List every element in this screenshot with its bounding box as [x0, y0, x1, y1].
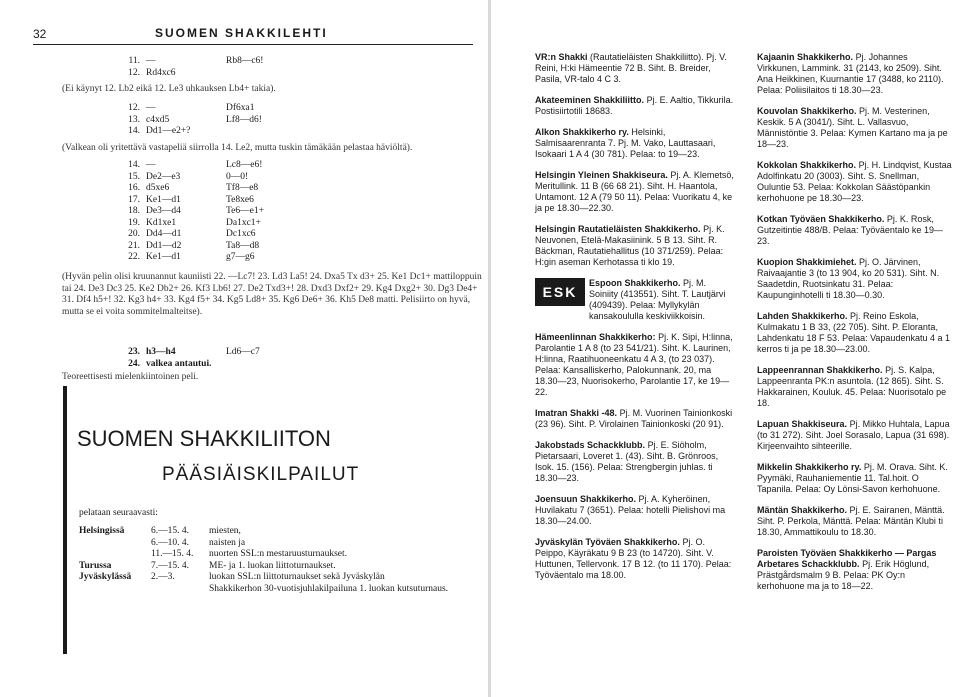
move-row [118, 252, 255, 264]
club-name: Lahden Shakkikerho. [757, 311, 848, 321]
white-move: c4xd5 [146, 114, 170, 125]
espoo-entry [535, 278, 735, 322]
ad-event: Shakkikerhon 30-vuotisjuhlakilpailuna 1. luokan kutsuturnaus. [209, 583, 449, 594]
ad-title-2: PÄÄSIÄISKILPAILUT [162, 464, 360, 485]
club-details: Pj. A. Klemetsö, Meritullink. 11 B (66 68 21). Siht. H. Haantola, Untamont. 12 A (79 50 11). Pelaa: Vuorikatu 4, ke ja pe 18.30—22.30. [535, 170, 734, 213]
ad-schedule-row [79, 572, 385, 584]
black-move: Rb8—c6! [226, 56, 264, 66]
club-details: Pj. M. Soiniity (413551). Siht. T. Lautjärvi (409439). Pelaa: Myllykylän kansakoululla keskiviikkoisin. [589, 278, 726, 321]
header-rule [33, 44, 473, 45]
ad-schedule-row [79, 538, 245, 550]
club-details: Pj. H. Lindqvist, Kustaa Adolfinkatu 20 (3003). Siht. S. Snellman, Ouluntie 53. Pelaa: Kokkolan Säästöpankin kerhohuone pe 18.30—23. [757, 160, 952, 203]
white-move: Ke1—d1 [146, 194, 181, 205]
ad-schedule-row [79, 526, 241, 538]
move-row [118, 160, 262, 172]
club-details: Helsinki, Salmisaarenranta 7. Pj. M. Vako, Lauttasaari, Isokaari 1 A 4 (30 781). Pelaa: to 19—23. [535, 127, 716, 159]
move-row [118, 103, 255, 115]
ad-place: Jyväskylässä [79, 572, 132, 582]
club-entry [757, 52, 952, 96]
white-move: De3—d4 [146, 206, 181, 216]
ad-place: Helsingissä [79, 526, 125, 536]
club-name: Kokkolan Shakkikerho. [757, 160, 857, 170]
black-move: Te8xe6 [226, 194, 254, 205]
black-move: Da1xc1+ [226, 217, 261, 228]
club-name: Hämeenlinnan Shakkikerho: [535, 332, 656, 342]
ad-schedule-row [79, 584, 448, 596]
club-details: Pj. M. Orava. Siht. K. Pyymäki, Rauhaniementie 11. Tal.hoit. O Tapanila. Pelaa: Oy Lönsi-Savon kerhohuone. [757, 462, 948, 494]
club-name: Mikkelin Shakkikerho ry. [757, 462, 862, 472]
club-details: Pj. E. Siöholm, Pietarsaari, Loveret 1. (43). Siht. B. Grönroos, Isok. 15. (156). Pelaa: Strengbergin juhlas. ti 18.30—23. [535, 440, 719, 483]
club-entry [535, 537, 735, 581]
white-move: — [146, 56, 156, 66]
white-move: — [146, 160, 156, 170]
black-move: Df6xa1 [226, 103, 255, 113]
club-entry [535, 95, 735, 117]
move-number: 12. [128, 67, 140, 78]
white-move: valkea antautui. [146, 358, 212, 369]
ad-date: 6.—15. 4. [151, 526, 189, 536]
move-row [118, 359, 286, 371]
move-number: 23. [128, 347, 140, 357]
move-row [118, 229, 256, 241]
club-details: Pj. M. Vuorinen Tainionkoski (23 96). Siht. P. Virolainen Tainionkoski (20 91). [535, 408, 733, 429]
club-name: Paroisten Työväen Shakkikerho — Pargas Arbetares Schackklubb. [757, 548, 937, 569]
annotation-d: Teoreettisesti mielenkiintoinen peli. [62, 372, 199, 382]
move-number: 11. [128, 56, 140, 66]
club-name: Joensuun Shakkikerho. [535, 494, 637, 504]
club-entry [757, 214, 952, 247]
club-details: Pj. Mikko Huhtala, Lapua (to 31 272). Siht. Joel Sorasalo, Lapua (31 698). Kirjeenvaihto sihteerille. [757, 419, 950, 451]
move-number: 12. [128, 103, 140, 113]
club-entry [535, 127, 735, 160]
club-entry [535, 224, 735, 268]
white-move: — [146, 103, 156, 113]
right-page [490, 0, 960, 697]
move-row [118, 206, 264, 218]
white-move: De2—e3 [146, 171, 181, 182]
ad-event: naisten ja [209, 537, 246, 548]
club-name: Helsingin Rautatieläisten Shakkikerho. [535, 224, 701, 234]
white-move: Dd4—d1 [146, 229, 182, 239]
club-name: Kuopion Shakkimiehet. [757, 257, 857, 267]
move-number: 21. [128, 240, 140, 251]
club-entry [757, 106, 952, 150]
annotation-c: (Hyvän pelin olisi kruunannut kauniisti 22. —Lc7! 23. Ld3 La5! 24. Dxa5 Tx d3+ 25. Ke1 Dc1+ mattiloppuin tai 24. De3 Dc3 25. Ke2 Db2+ 26. Kf3 Lb6! 27. De2 Txd3+! 28. Dxd3 Dxf2+ 29. Kg4 Dxg2+ 30. Dg3 De4+ 31. Df4 h5+! 32. Kg3 h4+ 33. Kg4 f5+ 34. Kg5 Ld8+ 35. Kg6 De6+ 36. Kh5 De8 matti. Pelisiirto on hyvä, mutta se ei voita sommitelmalteitse). [62, 272, 482, 317]
ad-schedule-row [79, 561, 336, 573]
ad-schedule-row [79, 549, 347, 561]
move-number: 15. [128, 171, 140, 182]
move-number: 16. [128, 183, 140, 193]
ad-title-1: SUOMEN SHAKKILIITON [77, 426, 331, 451]
club-entry [535, 332, 735, 398]
club-entry [757, 505, 952, 538]
club-entry [757, 419, 952, 452]
move-number: 14. [128, 126, 140, 136]
move-row [118, 183, 258, 195]
white-move: Dd1—d2 [146, 240, 182, 251]
ad-place: Turussa [79, 560, 112, 571]
club-name: Espoon Shakkikerho. [589, 278, 681, 288]
club-entry [535, 494, 735, 527]
ad-event: nuorten SSL:n mestaruusturnaukset. [209, 549, 347, 559]
club-entry [535, 52, 735, 85]
white-move: d5xe6 [146, 183, 170, 193]
club-details: Pj. E. Aaltio, Tikkurila. Postisiirtotili 18683. [535, 95, 734, 116]
white-move: h3—h4 [146, 347, 176, 357]
club-name: Jakobstads Schackklubb. [535, 440, 646, 450]
club-details: Pj. A. Kyheröinen, Huvilakatu 7 (3651). Pelaa: hotelli Pielishovi ma 18.30—24.00. [535, 494, 726, 526]
ad-event: ME- ja 1. luokan liittoturnaukset. [209, 560, 336, 571]
club-name: Jyväskylän Työväen Shakkikerho. [535, 537, 680, 547]
move-row [118, 218, 261, 230]
club-name: Mäntän Shakkikerho. [757, 505, 848, 515]
white-move: Rd4xc6 [146, 67, 176, 78]
club-name: Alkon Shakkikerho ry. [535, 127, 629, 137]
black-move: Lf8—d6! [226, 114, 262, 125]
black-move: Lc8—e6! [226, 160, 263, 170]
club-entry [757, 257, 952, 301]
club-column-2 [757, 52, 952, 602]
move-row [118, 195, 254, 207]
move-row [118, 172, 248, 184]
club-details: Pj. O. Peippo, Käyräkatu 9 B 23 (to 14720). Siht. V. Huttunen, Tellervonk. 17 B 12. (to 11 170). Pelaa: Työväentalo ma 18.00. [535, 537, 732, 580]
ad-event: luokan SSL:n liittoturnaukset sekä Jyväskylän [209, 572, 385, 582]
page-number: 32 [33, 27, 47, 41]
club-details: Pj. K. Sipi, H:linna, Parolantie 1 A 8 (to 23 541/21). Siht. K. Laurinen, H:linna, Raatihuoneenkatu 4 A 3, (to 23 037). Pelaa: Kansalliskerho, Palokunnank. 20, ma 18.30—23, Nuorisokerho, Parolantie 17, ke 19—22. [535, 332, 733, 397]
black-move: Te6—e1+ [226, 206, 264, 216]
move-number: 17. [128, 194, 140, 205]
club-entry [757, 365, 952, 409]
club-entry [535, 440, 735, 484]
club-details: Pj. K. Neuvonen, Etelä-Makasiinink. 5 B 13. Siht. R. Bäckman, Rautatiehallitus (10 371/259). Pelaa: H:gin aseman Kerhotassa ti klo 19. [535, 224, 725, 267]
club-entry [757, 548, 952, 592]
white-move: Dd1—e2+? [146, 126, 191, 136]
move-number: 13. [128, 114, 140, 125]
club-name: Akateeminen Shakkiliitto. [535, 95, 645, 105]
black-move: Dc1xc6 [226, 229, 256, 239]
club-details: Pj. Johannes Virkkunen, Lammink. 31 (2143, ko 2509). Siht. Ana Heikkinen, Kuurnantie 17 (3488, ko 2110). Pelaa: Poliisilaitos ti 18.30—23. [757, 52, 944, 95]
black-move: 0—0! [226, 171, 249, 182]
club-name: Kotkan Työväen Shakkikerho. [757, 214, 885, 224]
white-move: Kd1xe1 [146, 217, 177, 228]
move-row [118, 115, 262, 127]
club-name: Imatran Shakki -48. [535, 408, 618, 418]
move-row [118, 68, 226, 80]
move-number: 24. [128, 358, 140, 369]
club-column-1 [535, 52, 735, 591]
magazine-title: SUOMEN SHAKKILEHTI [155, 26, 328, 40]
ad-date: 11.—15. 4. [151, 549, 194, 559]
black-move: g7—g6 [226, 252, 255, 262]
club-name: Kajaanin Shakkikerho. [757, 52, 854, 62]
club-entry [535, 408, 735, 430]
move-row [118, 126, 226, 138]
club-details: Pj. Erik Höglund, Prästgårdsmalm 9 B. Pelaa: PK Oy:n kerhohuone ma ja to 18—22. [757, 559, 930, 591]
club-name: Kouvolan Shakkikerho. [757, 106, 857, 116]
club-details: Pj. S. Kalpa, Lappeenranta PK:n asuntola. (12 865). Siht. S. Hakkarainen, Kouluk. 45. Pelaa: Nuorisotalo pe 18. [757, 365, 947, 408]
move-number: 20. [128, 229, 140, 239]
club-entry [757, 160, 952, 204]
move-row [118, 241, 259, 253]
move-number: 18. [128, 206, 140, 216]
club-name: Lappeenrannan Shakkikerho. [757, 365, 883, 375]
annotation-b: (Valkean oli yritettävä vastapeliä siirrolla 14. Le2, mutta tuskin tämäkään pelastaa häviöltä). [62, 143, 413, 153]
annotation-a: (Ei käynyt 12. Lb2 eikä 12. Le3 uhkauksen Lb4+ takia). [62, 84, 276, 94]
move-number: 14. [128, 160, 140, 170]
ad-date: 2.—3. [151, 572, 175, 582]
black-move: Ld6—c7 [226, 347, 260, 357]
club-details: Pj. Reino Eskola, Kulmakatu 1 B 33, (22 705). Siht. P. Eloranta, Lahdenkatu 18 F 53. Pelaa: Vapaudenkatu 4 a 1 kerros ti ja pe 18.30—23.00. [757, 311, 950, 354]
white-move: Ke1—d1 [146, 252, 181, 262]
club-details: Pj. M. Vesterinen, Keskik. 5 A (3041/). Siht. L. Vallasvuo, Männistöntie 3. Pelaa: Kymen Kartano ma ja pe 18—23. [757, 106, 948, 149]
club-entry [757, 462, 952, 495]
black-move: Tf8—e8 [226, 183, 259, 193]
ad-intro: pelataan seuraavasti: [79, 508, 158, 518]
club-entry [535, 170, 735, 214]
club-details: Pj. E. Sairanen, Mänttä. Siht. P. Perkola, Mänttä. Pelaa: Mäntän Klubi ti 18.30, Ammattikoulu to 18.30. [757, 505, 945, 537]
move-number: 22. [128, 252, 140, 262]
club-entry [757, 311, 952, 355]
ad-event: miesten, [209, 526, 241, 536]
club-name: VR:n Shakki [535, 52, 588, 62]
move-row [118, 56, 263, 68]
ad-date: 7.—15. 4. [151, 560, 189, 571]
ad-date: 6.—10. 4. [151, 537, 189, 548]
move-number: 19. [128, 217, 140, 228]
move-row [118, 347, 260, 359]
club-details: Pj. O. Järvinen, Raivaajantie 3 (to 13 904, ko 20 531). Siht. N. Saadetdin, Ruotsinkatu 31. Pelaa: Kaupunginhotelli ti 18.30—0.30. [757, 257, 940, 300]
club-details: Pj. K. Rosk, Gutzeitintie 488/B. Pelaa: Työväentalo ke 19—23. [757, 214, 943, 246]
tournament-ad [63, 386, 492, 654]
club-name: Lapuan Shakkiseura. [757, 419, 848, 429]
esk-logo-icon: ESK [535, 278, 585, 306]
black-move: Ta8—d8 [226, 240, 260, 251]
club-details: (Rautatieläisten Shakkiliitto). Pj. V. Reini, H:ki Hämeentie 72 B. Siht. B. Breider, Pasila, VR-talo 4 C 3. [535, 52, 727, 84]
club-name: Helsingin Yleinen Shakkiseura. [535, 170, 668, 180]
